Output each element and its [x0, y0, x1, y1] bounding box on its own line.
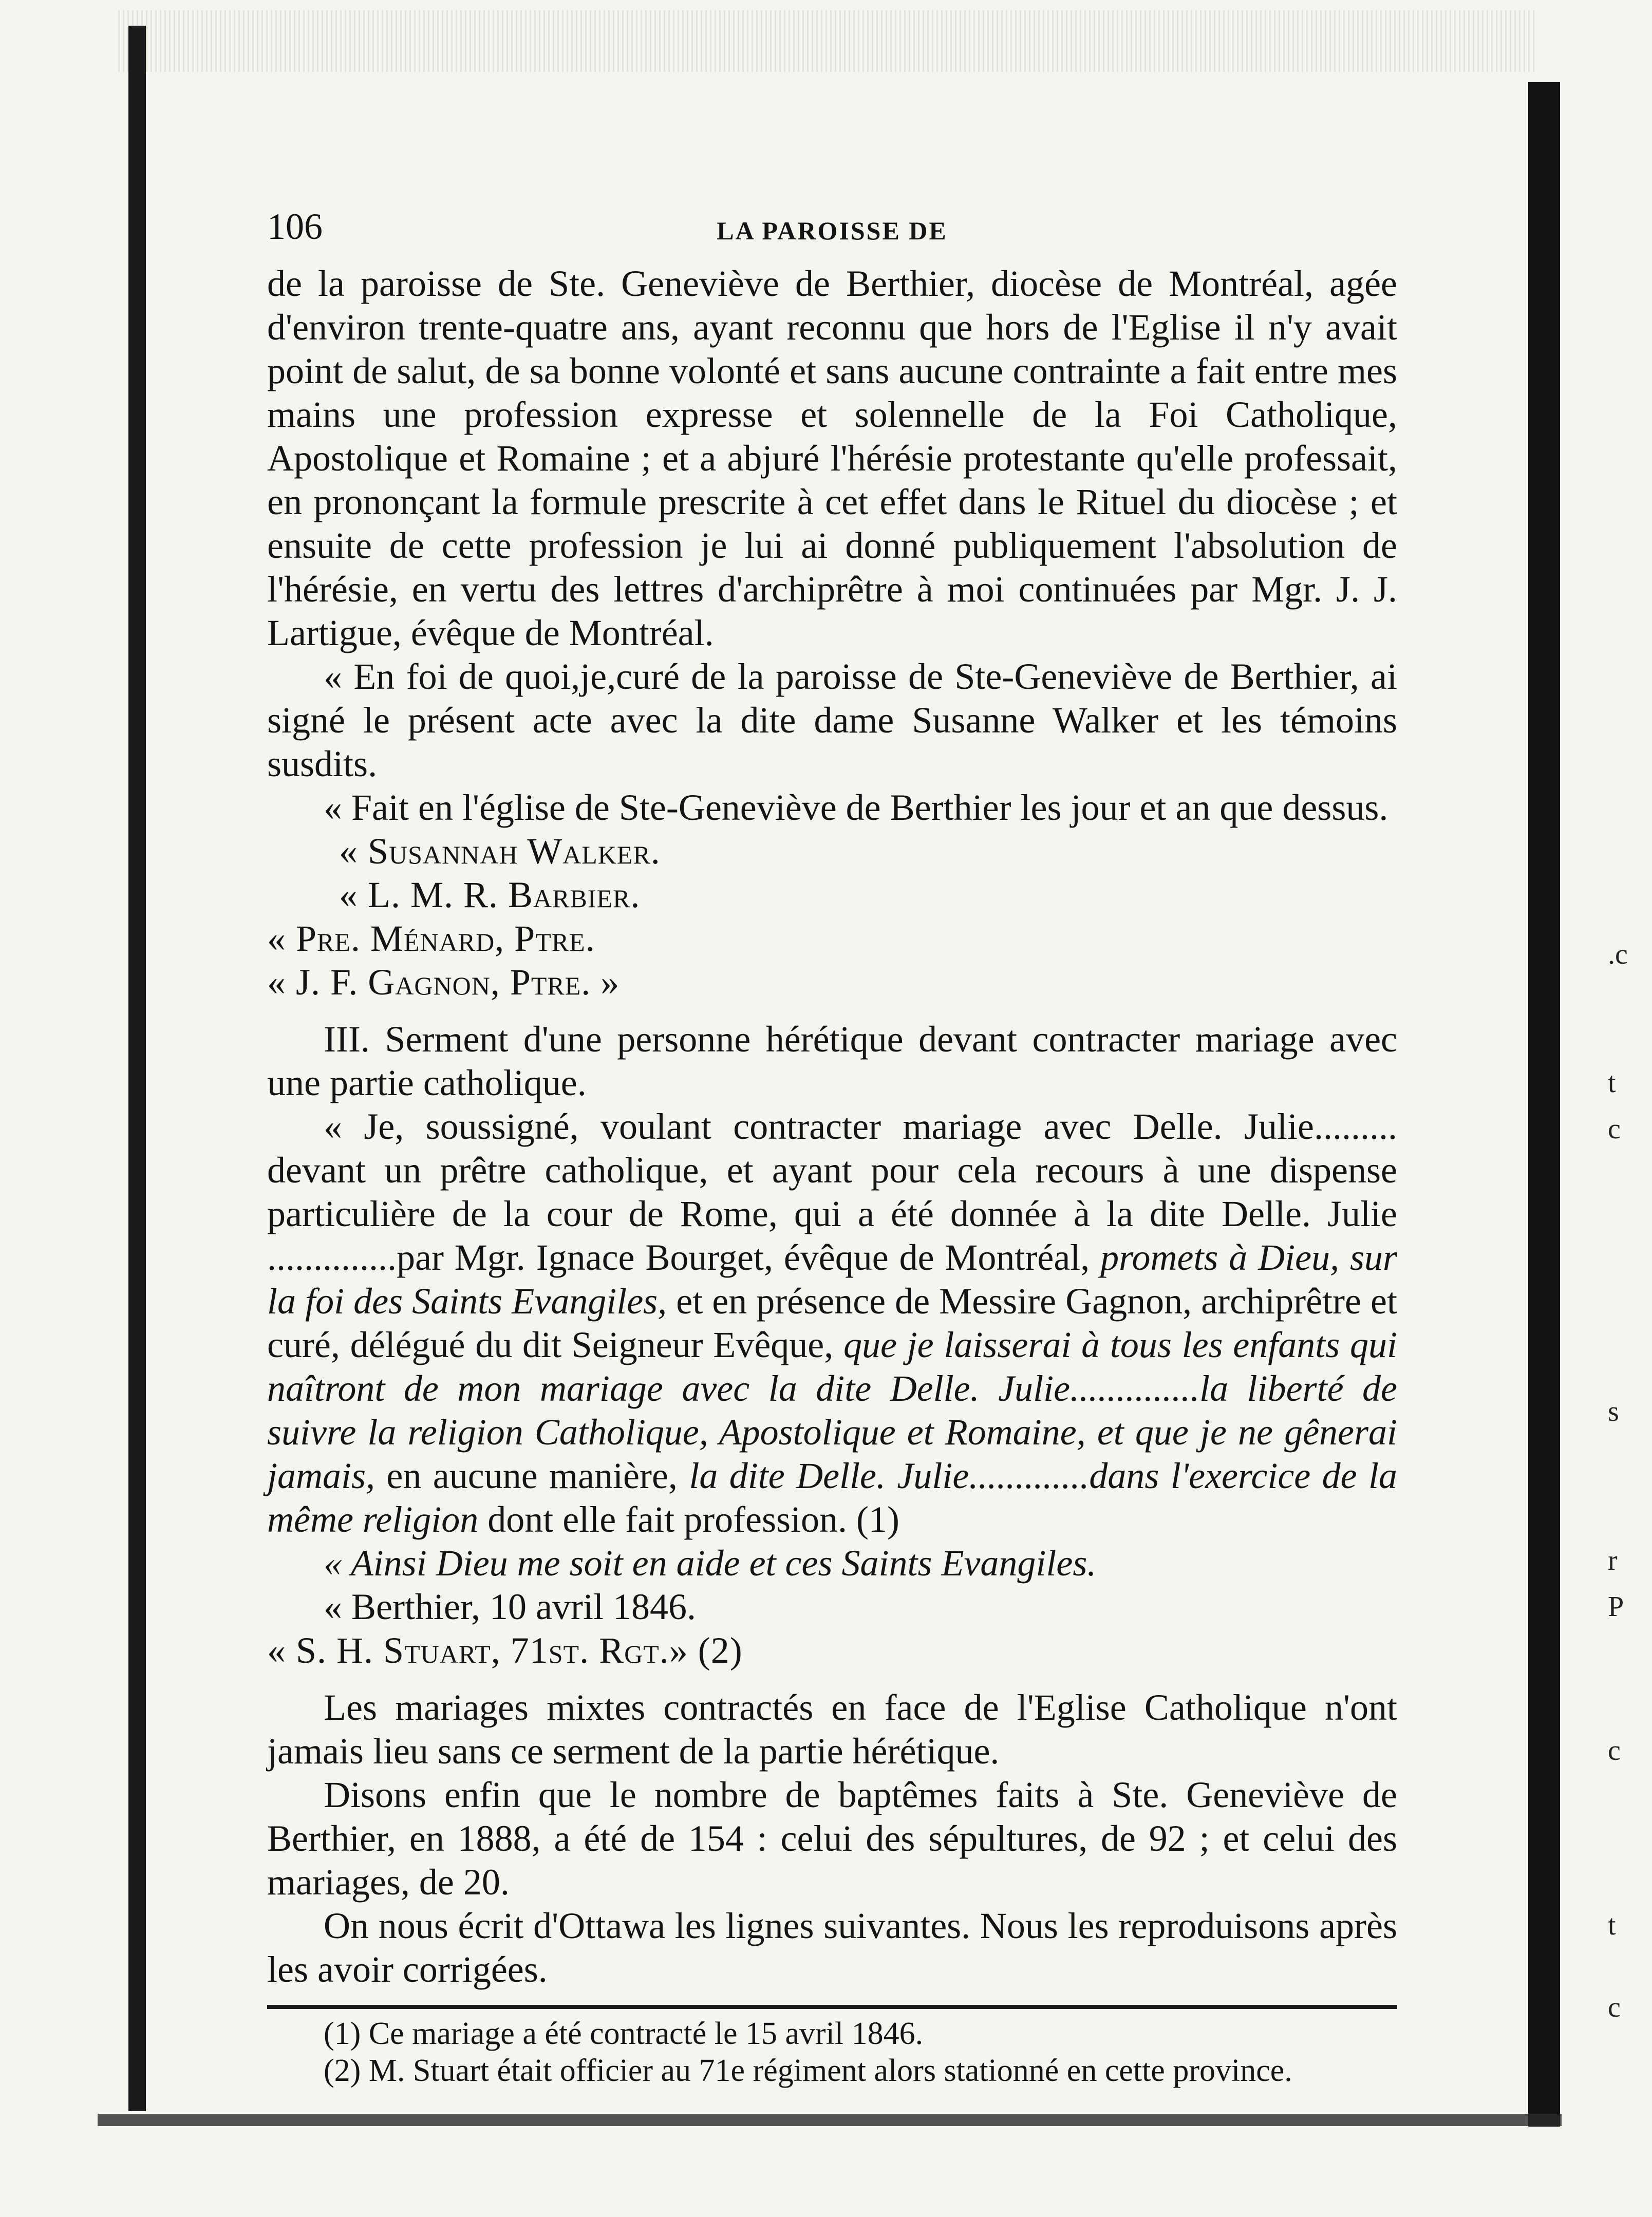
place-date: « Berthier, 10 avril 1846. — [324, 1586, 696, 1627]
oath-italic: promets à Dieu, sur la foi des Saints Evangiles, — [267, 1237, 1397, 1322]
page-header — [267, 205, 1397, 262]
oath-plain: et en présence de Messire Gagnon, archiprêtre et curé, délégué du dit Seigneur Evêque, — [267, 1281, 1397, 1365]
section-heading: III. Serment d'une personne hérétique devant contracter mariage avec une partie catholique. — [267, 1019, 1397, 1103]
adjacent-page-glyph: s — [1608, 1396, 1619, 1427]
footnote: (2) M. Stuart était officier au 71e régiment alors stationné en cette province. — [324, 2053, 1292, 2088]
adjacent-page-glyph: P — [1608, 1591, 1624, 1623]
spacer — [267, 1673, 1397, 1686]
oath-italic: que je laisserai à tous les enfants qui naîtront de mon mariage avec la dite Delle. Julie..............la liberté de suivre la religion Catholique, Apostolique et Romaine, et que je ne gênerai jamais, — [267, 1324, 1397, 1496]
signature-line: « S. H. Stuart, 71st. Rgt.» (2) — [267, 1630, 743, 1671]
adjacent-page-glyph: r — [1608, 1545, 1618, 1576]
page-bottom-edge — [98, 2114, 1562, 2126]
oath-plain: en aucune manière, — [375, 1455, 689, 1496]
running-title: LA PAROISSE DE — [717, 216, 948, 245]
page-number: 106 — [267, 206, 323, 247]
paragraph: « En foi de quoi,je,curé de la paroisse de Ste-Geneviève de Berthier, ai signé le présent acte avec la dite dame Susanne Walker et les témoins susdits. — [267, 656, 1397, 784]
book-page — [267, 205, 1397, 2089]
paragraph: On nous écrit d'Ottawa les lignes suivantes. Nous les reproduisons après les avoir corrigées. — [267, 1905, 1397, 1990]
signature-line: « L. M. R. Barbier. — [339, 874, 641, 915]
footnote-separator — [267, 2005, 1397, 2009]
spacer — [267, 1004, 1397, 1018]
signature-line: « Pre. Ménard, Ptre. — [267, 918, 595, 959]
signature-line: « J. F. Gagnon, Ptre. » — [267, 962, 620, 1003]
adjacent-page-glyph: c — [1608, 1113, 1621, 1145]
footnotes — [267, 2015, 1397, 2089]
adjacent-page-glyph: .c — [1608, 938, 1628, 970]
oath-text — [267, 1105, 1397, 1542]
scan-noise-top — [118, 10, 1536, 72]
adjacent-page-glyph: t — [1608, 1909, 1616, 1941]
signature-line: « Susannah Walker. — [339, 831, 661, 872]
adjacent-page-glyph: c — [1608, 1735, 1621, 1767]
oath-closing: « Ainsi Dieu me soit en aide et ces Saints Evangiles. — [324, 1543, 1097, 1584]
paragraph: de la paroisse de Ste. Geneviève de Berthier, diocèse de Montréal, agée d'environ trente-quatre ans, ayant reconnu que hors de l'Eglise il n'y avait point de salut, de sa bonne volonté et sans aucune contrainte a fait entre mes mains une profession expresse et solennelle de la Foi Catholique, Apostolique et Romaine ; et a abjuré l'hérésie protestante qu'elle professait, en prononçant la formule prescrite à cet effet dans le Rituel du diocèse ; et ensuite de cette profession je lui ai donné publiquement l'absolution de l'hérésie, en vertu des lettres d'archiprêtre à moi continuées par Mgr. J. J. Lartigue, évêque de Montréal. — [267, 263, 1397, 653]
binding-edge-left — [128, 26, 146, 2111]
paragraph: « Fait en l'église de Ste-Geneviève de Berthier les jour et an que dessus. — [324, 787, 1388, 828]
footnote: (1) Ce mariage a été contracté le 15 avril 1846. — [324, 2016, 924, 2051]
oath-plain: dont elle fait profession. (1) — [478, 1499, 900, 1540]
body-text — [267, 262, 1397, 1991]
oath-italic: la dite Delle. Julie.............dans l'exercice de la même religion — [267, 1455, 1397, 1540]
adjacent-page-glyph: c — [1608, 1991, 1621, 2023]
adjacent-page-glyph: t — [1608, 1067, 1616, 1099]
book-spine-shadow — [1528, 82, 1560, 2127]
paragraph: Les mariages mixtes contractés en face de l'Eglise Catholique n'ont jamais lieu sans ce serment de la partie hérétique. — [267, 1687, 1397, 1772]
oath-plain: « Je, soussigné, voulant contracter mariage avec Delle. Julie......... devant un prêtre catholique, et ayant pour cela recours à une dispense particulière de la cour de Rome, qui a été donnée à la dite Delle. Julie ..............par Mgr. Ignace Bourget, évêque de Montréal, — [267, 1106, 1397, 1278]
paragraph: Disons enfin que le nombre de baptêmes faits à Ste. Geneviève de Berthier, en 1888, a été de 154 : celui des sépultures, de 92 ; et celui des mariages, de 20. — [267, 1774, 1397, 1903]
